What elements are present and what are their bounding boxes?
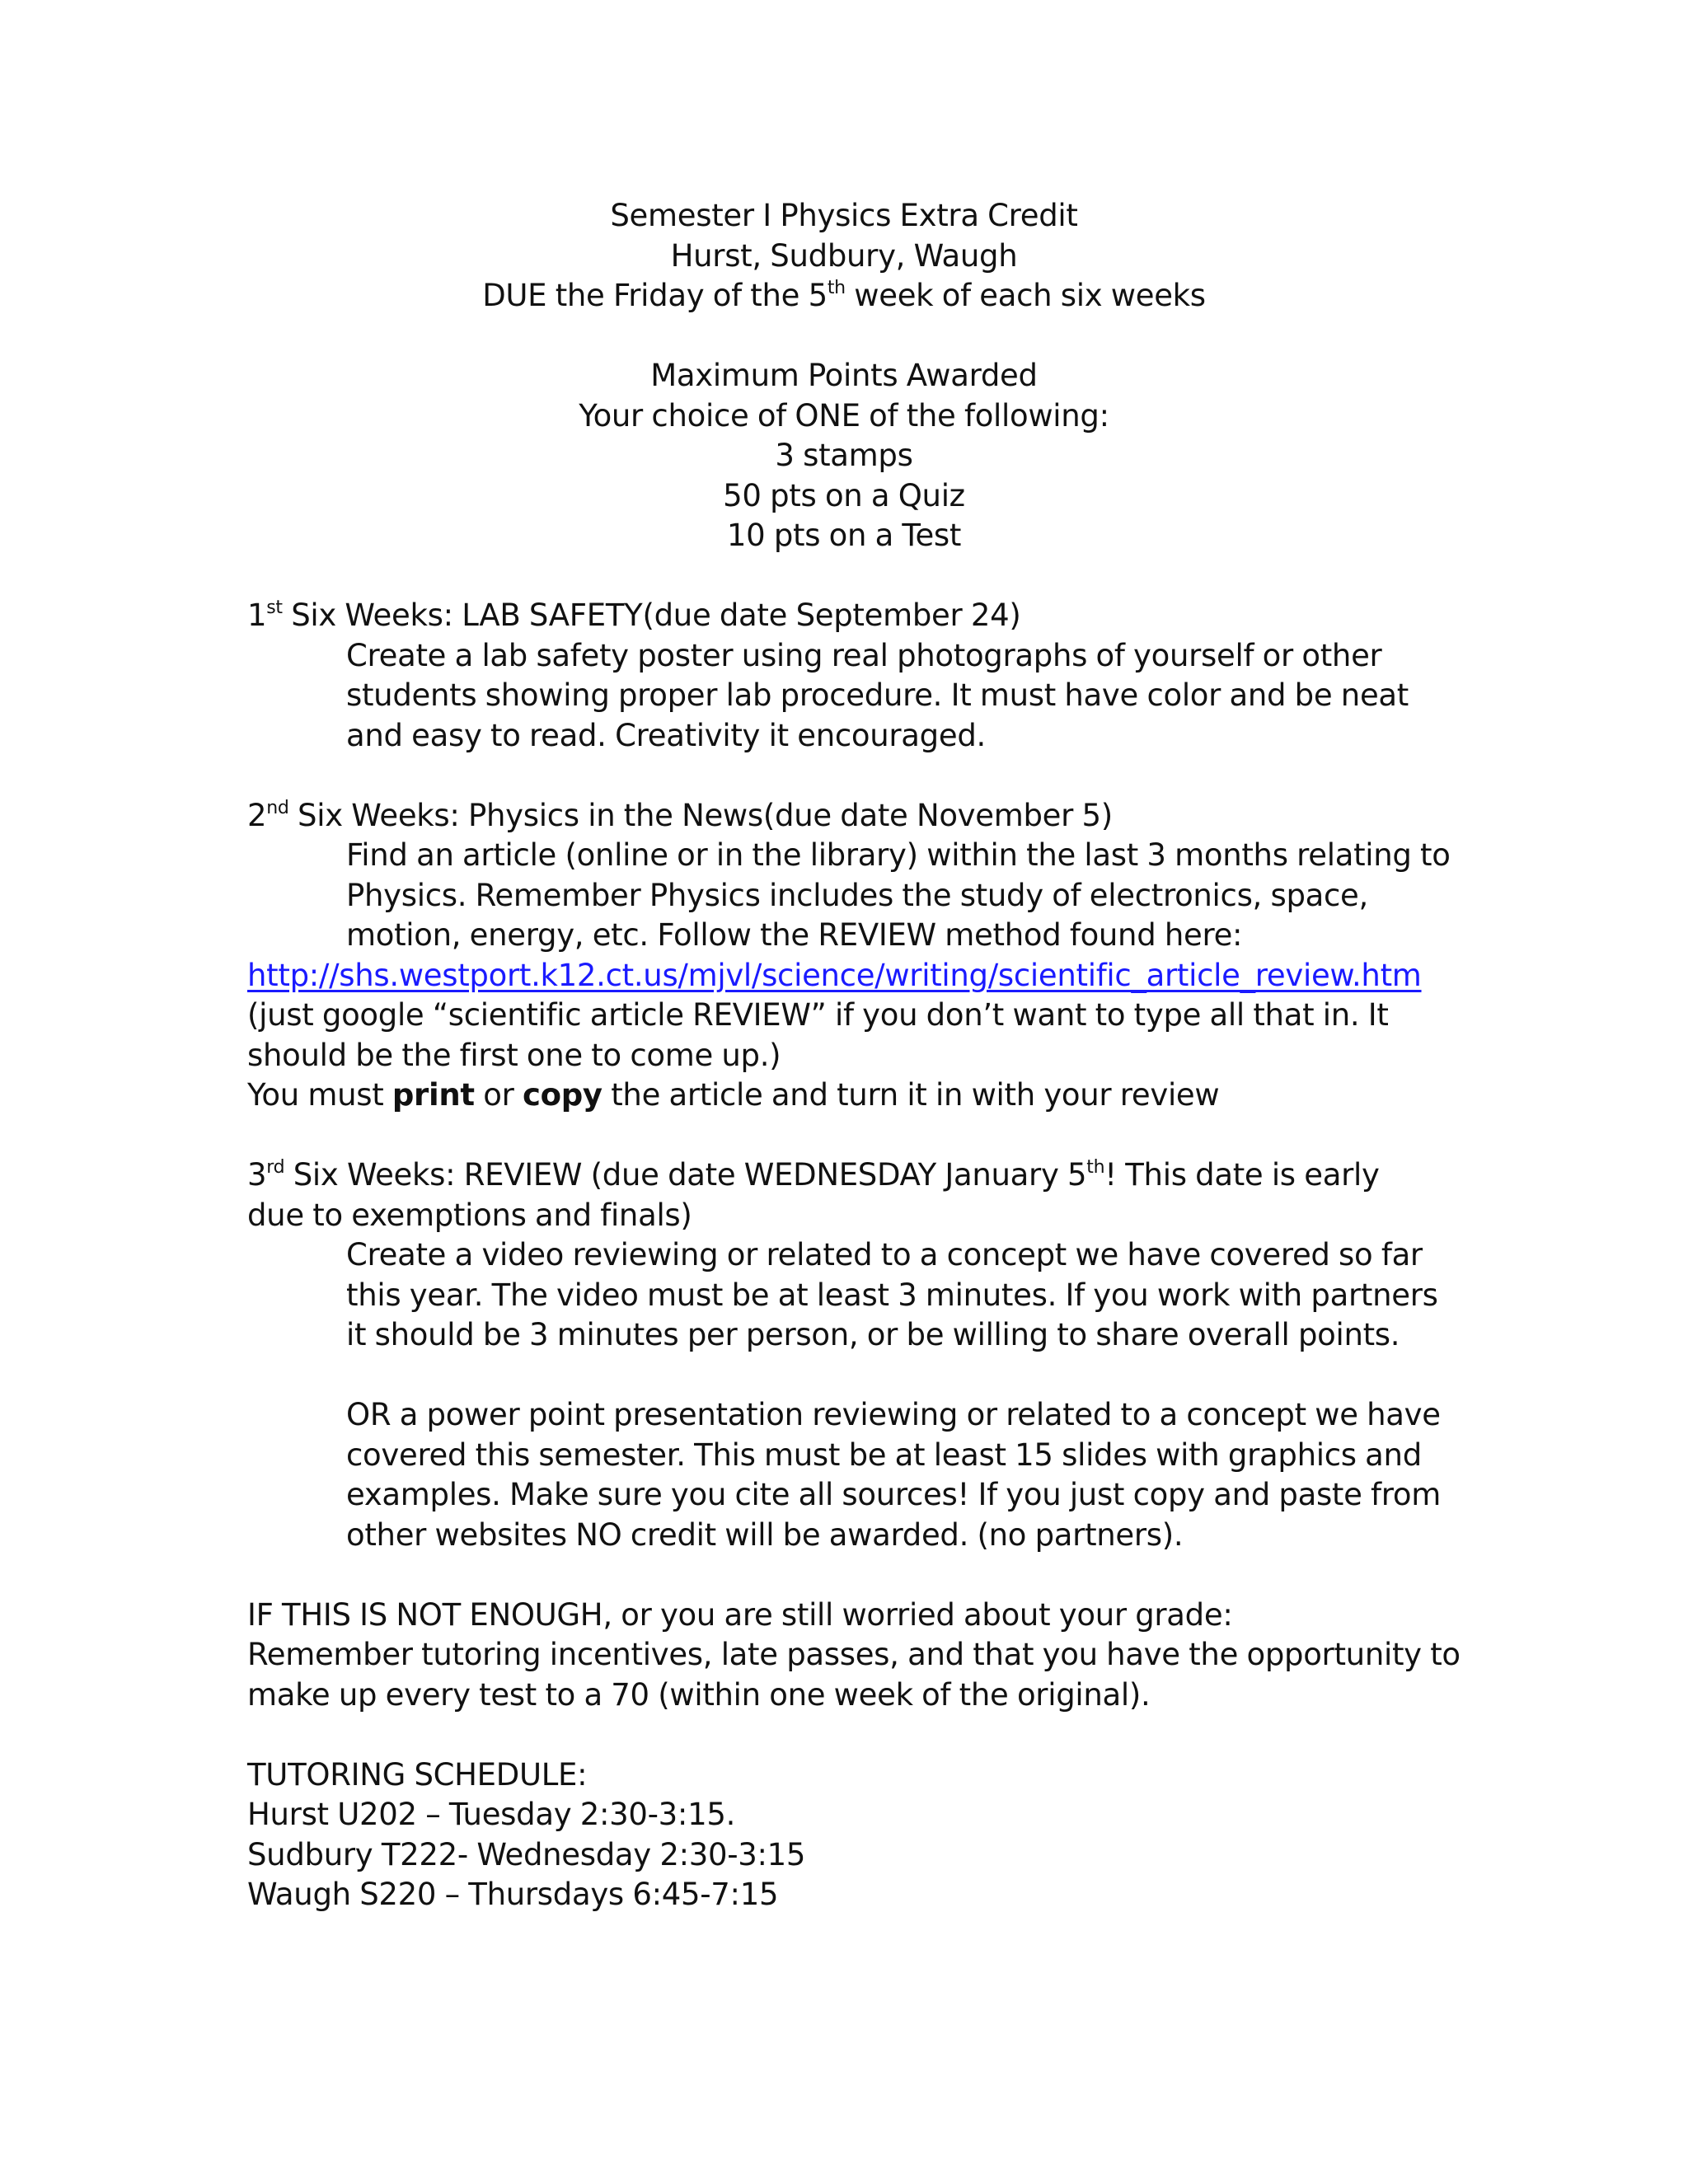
google-note-line: should be the first one to come up.) (247, 1037, 781, 1073)
document-header (0, 196, 1688, 556)
bold-copy: copy (523, 1077, 603, 1113)
tutoring-row: Waugh S220 – Thursdays 6:45-7:15 (247, 1877, 779, 1912)
section-heading (247, 1155, 1451, 1196)
ppt-text-line: examples. Make sure you cite all sources! If you just copy and paste from (346, 1477, 1441, 1512)
section-number: 1 (247, 598, 267, 633)
section-heading (247, 796, 1451, 837)
section-superscript: st (266, 598, 283, 618)
bold-print: print (392, 1077, 475, 1113)
section-number: 3 (247, 1157, 267, 1193)
option-quiz: 50 pts on a Quiz (723, 477, 965, 513)
choice-line: Your choice of ONE of the following: (579, 397, 1109, 434)
section-number: 2 (247, 797, 267, 833)
review-method-link[interactable]: http://shs.westport.k12.ct.us/mjvl/science/writing/scientific_article_review.htm (247, 957, 1422, 993)
section-third-six-weeks (247, 1155, 1451, 1555)
ppt-text-line: covered this semester. This must be at least 15 slides with graphics and (346, 1436, 1422, 1473)
section-second-six-weeks (247, 796, 1451, 1116)
section-text-line: students showing proper lab procedure. It must have color and be neat (346, 677, 1409, 713)
section-title-end: ! This date is early (1104, 1157, 1380, 1193)
section-heading-continued: due to exemptions and finals) (247, 1197, 692, 1233)
tutoring-row: Sudbury T222- Wednesday 2:30-3:15 (247, 1836, 806, 1872)
due-line (0, 276, 1688, 316)
section-text-line: and easy to read. Creativity it encouraged. (346, 717, 986, 753)
extra-help-line: Remember tutoring incentives, late passes, and that you have the opportunity to (247, 1637, 1461, 1672)
section-title: Six Weeks: Physics in the News(due date November 5) (288, 797, 1113, 833)
teacher-names: Hurst, Sudbury, Waugh (670, 237, 1018, 274)
instruction-text: or (474, 1077, 523, 1113)
section-text-line: motion, energy, etc. Follow the REVIEW method found here: (346, 917, 1243, 953)
extra-help-line: IF THIS IS NOT ENOUGH, or you are still worried about your grade: (247, 1596, 1233, 1633)
option-test: 10 pts on a Test (726, 518, 962, 553)
due-text-end: week of each six weeks (845, 278, 1206, 313)
section-superscript: nd (266, 797, 289, 818)
tutoring-row: Hurst U202 – Tuesday 2:30-3:15. (247, 1797, 736, 1832)
section-first-six-weeks (247, 596, 1451, 756)
section-superscript: rd (266, 1157, 285, 1178)
video-text-line: it should be 3 minutes per person, or be willing to share overall points. (346, 1317, 1400, 1352)
option-stamps: 3 stamps (775, 438, 913, 473)
review-method-link-line (247, 956, 1451, 996)
section-text-line: Physics. Remember Physics includes the study of electronics, space, (346, 877, 1368, 913)
section-text-line: Find an article (online or in the library) within the last 3 months relating to (346, 837, 1451, 873)
tutoring-schedule (247, 1755, 1451, 1915)
extra-help-line: make up every test to a 70 (within one week of the original). (247, 1676, 1151, 1713)
ppt-text-line: OR a power point presentation reviewing or related to a concept we have (346, 1397, 1441, 1432)
due-superscript: th (827, 278, 846, 298)
tutoring-heading: TUTORING SCHEDULE: (247, 1756, 588, 1793)
date-superscript: th (1086, 1157, 1105, 1178)
max-points-heading: Maximum Points Awarded (650, 358, 1038, 393)
doc-title: Semester I Physics Extra Credit (610, 198, 1078, 233)
instruction-text: You must (247, 1077, 392, 1113)
video-text-line: this year. The video must be at least 3 minutes. If you work with partners (346, 1277, 1438, 1313)
section-title: Six Weeks: LAB SAFETY(due date September 24) (282, 598, 1021, 633)
document-body (247, 196, 1461, 1915)
due-text-start: DUE the Friday of the 5 (482, 278, 828, 313)
section-title: Six Weeks: REVIEW (due date WEDNESDAY January 5 (284, 1157, 1087, 1193)
section-text-line: Create a lab safety poster using real photographs of yourself or other (346, 637, 1382, 673)
extra-help-section (247, 1596, 1461, 1716)
google-note-line: (just google “scientific article REVIEW” if you don’t want to type all that in. It (247, 997, 1389, 1033)
section-heading (247, 596, 1451, 636)
instruction-text: the article and turn it in with your review (602, 1077, 1220, 1113)
video-text-line: Create a video reviewing or related to a concept we have covered so far (346, 1237, 1423, 1272)
ppt-text-line: other websites NO credit will be awarded. (no partners). (346, 1516, 1184, 1553)
print-copy-instruction (247, 1076, 1451, 1116)
